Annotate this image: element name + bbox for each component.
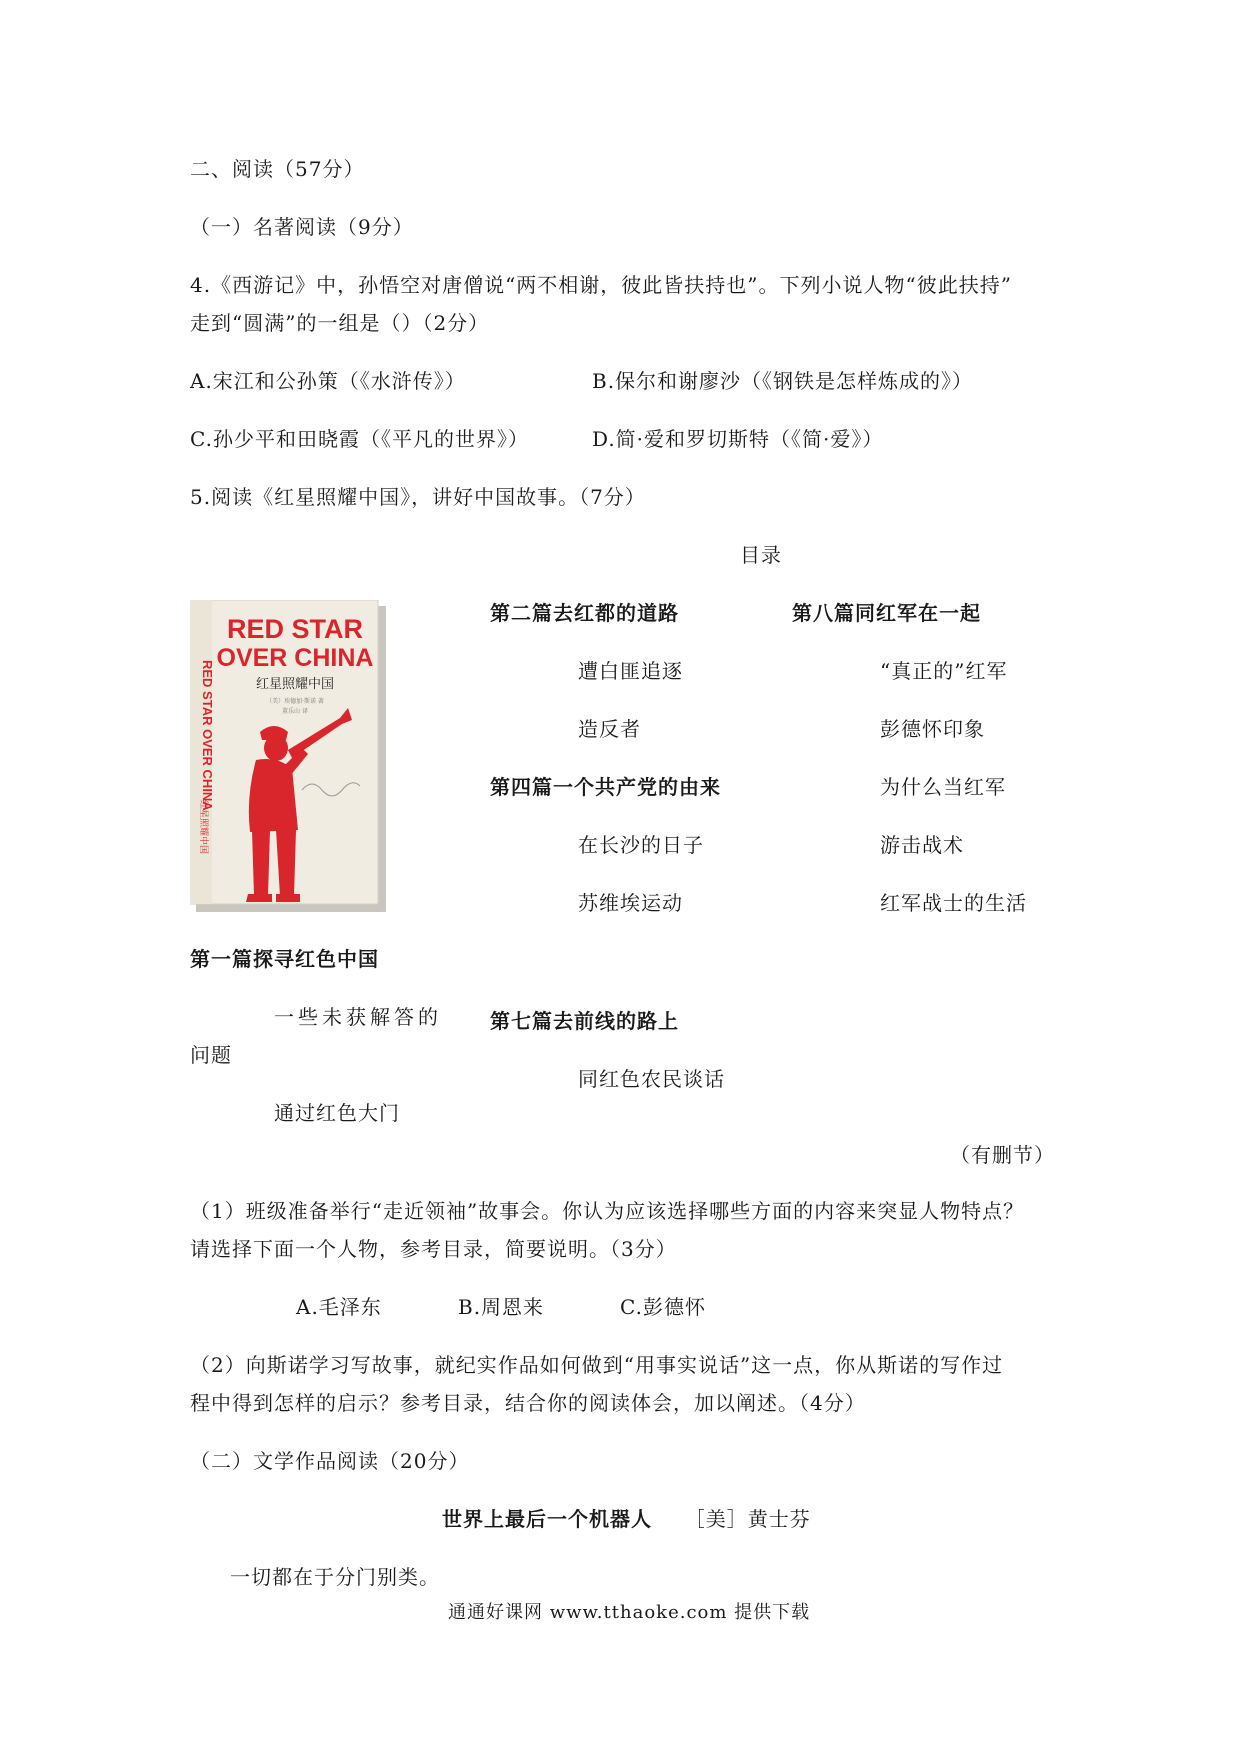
article-title: 世界上最后一个机器人 bbox=[442, 1507, 652, 1531]
toc-part1-item1-a: 一些未获解答的 bbox=[274, 1005, 442, 1029]
toc-part8-item3: 为什么当红军 bbox=[880, 775, 1006, 799]
q4-stem-line2: 走到“圆满”的一组是（）（2分） bbox=[190, 311, 490, 335]
toc-part4-item1: 在长沙的日子 bbox=[578, 833, 704, 857]
book-spine-en: RED STAR OVER CHINA bbox=[200, 660, 215, 811]
toc-part8-item4: 游击战术 bbox=[880, 833, 964, 857]
q5-sub1-option-a: A.毛泽东 bbox=[296, 1295, 382, 1319]
toc-part1-item2: 通过红色大门 bbox=[274, 1101, 400, 1125]
article-first-line: 一切都在于分门别类。 bbox=[230, 1565, 440, 1589]
q5-stem: 5.阅读《红星照耀中国》，讲好中国故事。（7分） bbox=[190, 485, 646, 509]
book-translator-line: 董乐山 译 bbox=[282, 708, 308, 715]
q5-sub1-line2: 请选择下面一个人物，参考目录，简要说明。（3分） bbox=[190, 1237, 677, 1261]
q5-sub2-line1: （2）向斯诺学习写故事，就纪实作品如何做到“用事实说话”这一点，你从斯诺的写作过 bbox=[190, 1353, 1004, 1377]
toc-part8-title: 第八篇同红军在一起 bbox=[792, 601, 981, 625]
q5-sub2-line2: 程中得到怎样的启示？参考目录，结合你的阅读体会，加以阐述。（4分） bbox=[190, 1391, 866, 1415]
toc-part4-item2: 苏维埃运动 bbox=[578, 891, 683, 915]
toc-part4-title: 第四篇一个共产党的由来 bbox=[490, 775, 721, 799]
toc-part7-item1: 同红色农民谈话 bbox=[578, 1067, 725, 1091]
toc-part8-item2: 彭德怀印象 bbox=[880, 717, 985, 741]
q4-stem-line1: 4.《西游记》中，孙悟空对唐僧说“两不相谢，彼此皆扶持也”。下列小说人物“彼此扶持” bbox=[190, 273, 1012, 297]
q4-option-b: B.保尔和谢廖沙（《钢铁是怎样炼成的》） bbox=[592, 369, 974, 393]
subsection-heading-classics: （一）名著阅读（9分） bbox=[190, 215, 414, 239]
toc-part2-item1: 遭白匪追逐 bbox=[578, 659, 683, 683]
toc-part1-item1-b: 问题 bbox=[190, 1043, 232, 1067]
book-title-cn: 红星照耀中国 bbox=[255, 677, 335, 692]
q4-option-d: D.简·爱和罗切斯特（《简·爱》） bbox=[592, 427, 884, 451]
q5-sub1-option-c: C.彭德怀 bbox=[620, 1295, 706, 1319]
q4-option-c: C.孙少平和田晓霞（《平凡的世界》） bbox=[190, 427, 529, 451]
toc-part7-title: 第七篇去前线的路上 bbox=[490, 1009, 679, 1033]
q4-option-a: A.宋江和公孙策（《水浒传》） bbox=[190, 369, 466, 393]
toc-title: 目录 bbox=[740, 543, 782, 567]
footer-watermark: 通通好课网 www.tthaoke.com 提供下载 bbox=[448, 1602, 811, 1623]
book-spine-cn: 红星照耀中国 bbox=[198, 800, 208, 855]
section-heading: 二、阅读（57分） bbox=[190, 157, 365, 181]
subsection-heading-literature: （二）文学作品阅读（20分） bbox=[190, 1449, 470, 1473]
article-author: ［美］黄士芬 bbox=[684, 1507, 811, 1531]
q5-sub1-option-b: B.周恩来 bbox=[458, 1295, 545, 1319]
toc-part1-title: 第一篇探寻红色中国 bbox=[190, 947, 379, 971]
book-title-en-1: RED STAR bbox=[226, 614, 364, 644]
toc-part8-item1: “真正的”红军 bbox=[880, 659, 1008, 683]
toc-abridged-note: （有删节） bbox=[950, 1143, 1055, 1167]
q5-sub1-line1: （1）班级准备举行“走近领袖”故事会。你认为应该选择哪些方面的内容来突显人物特点？ bbox=[190, 1199, 1025, 1223]
toc-part8-item5: 红军战士的生活 bbox=[880, 891, 1027, 915]
toc-part2-item2: 造反者 bbox=[578, 717, 641, 741]
book-author-line: （美）埃德加·斯诺 著 bbox=[266, 698, 324, 705]
book-cover-image bbox=[190, 600, 386, 912]
toc-part2-title: 第二篇去红都的道路 bbox=[490, 601, 679, 625]
book-title-en-2: OVER CHINA bbox=[216, 644, 374, 672]
